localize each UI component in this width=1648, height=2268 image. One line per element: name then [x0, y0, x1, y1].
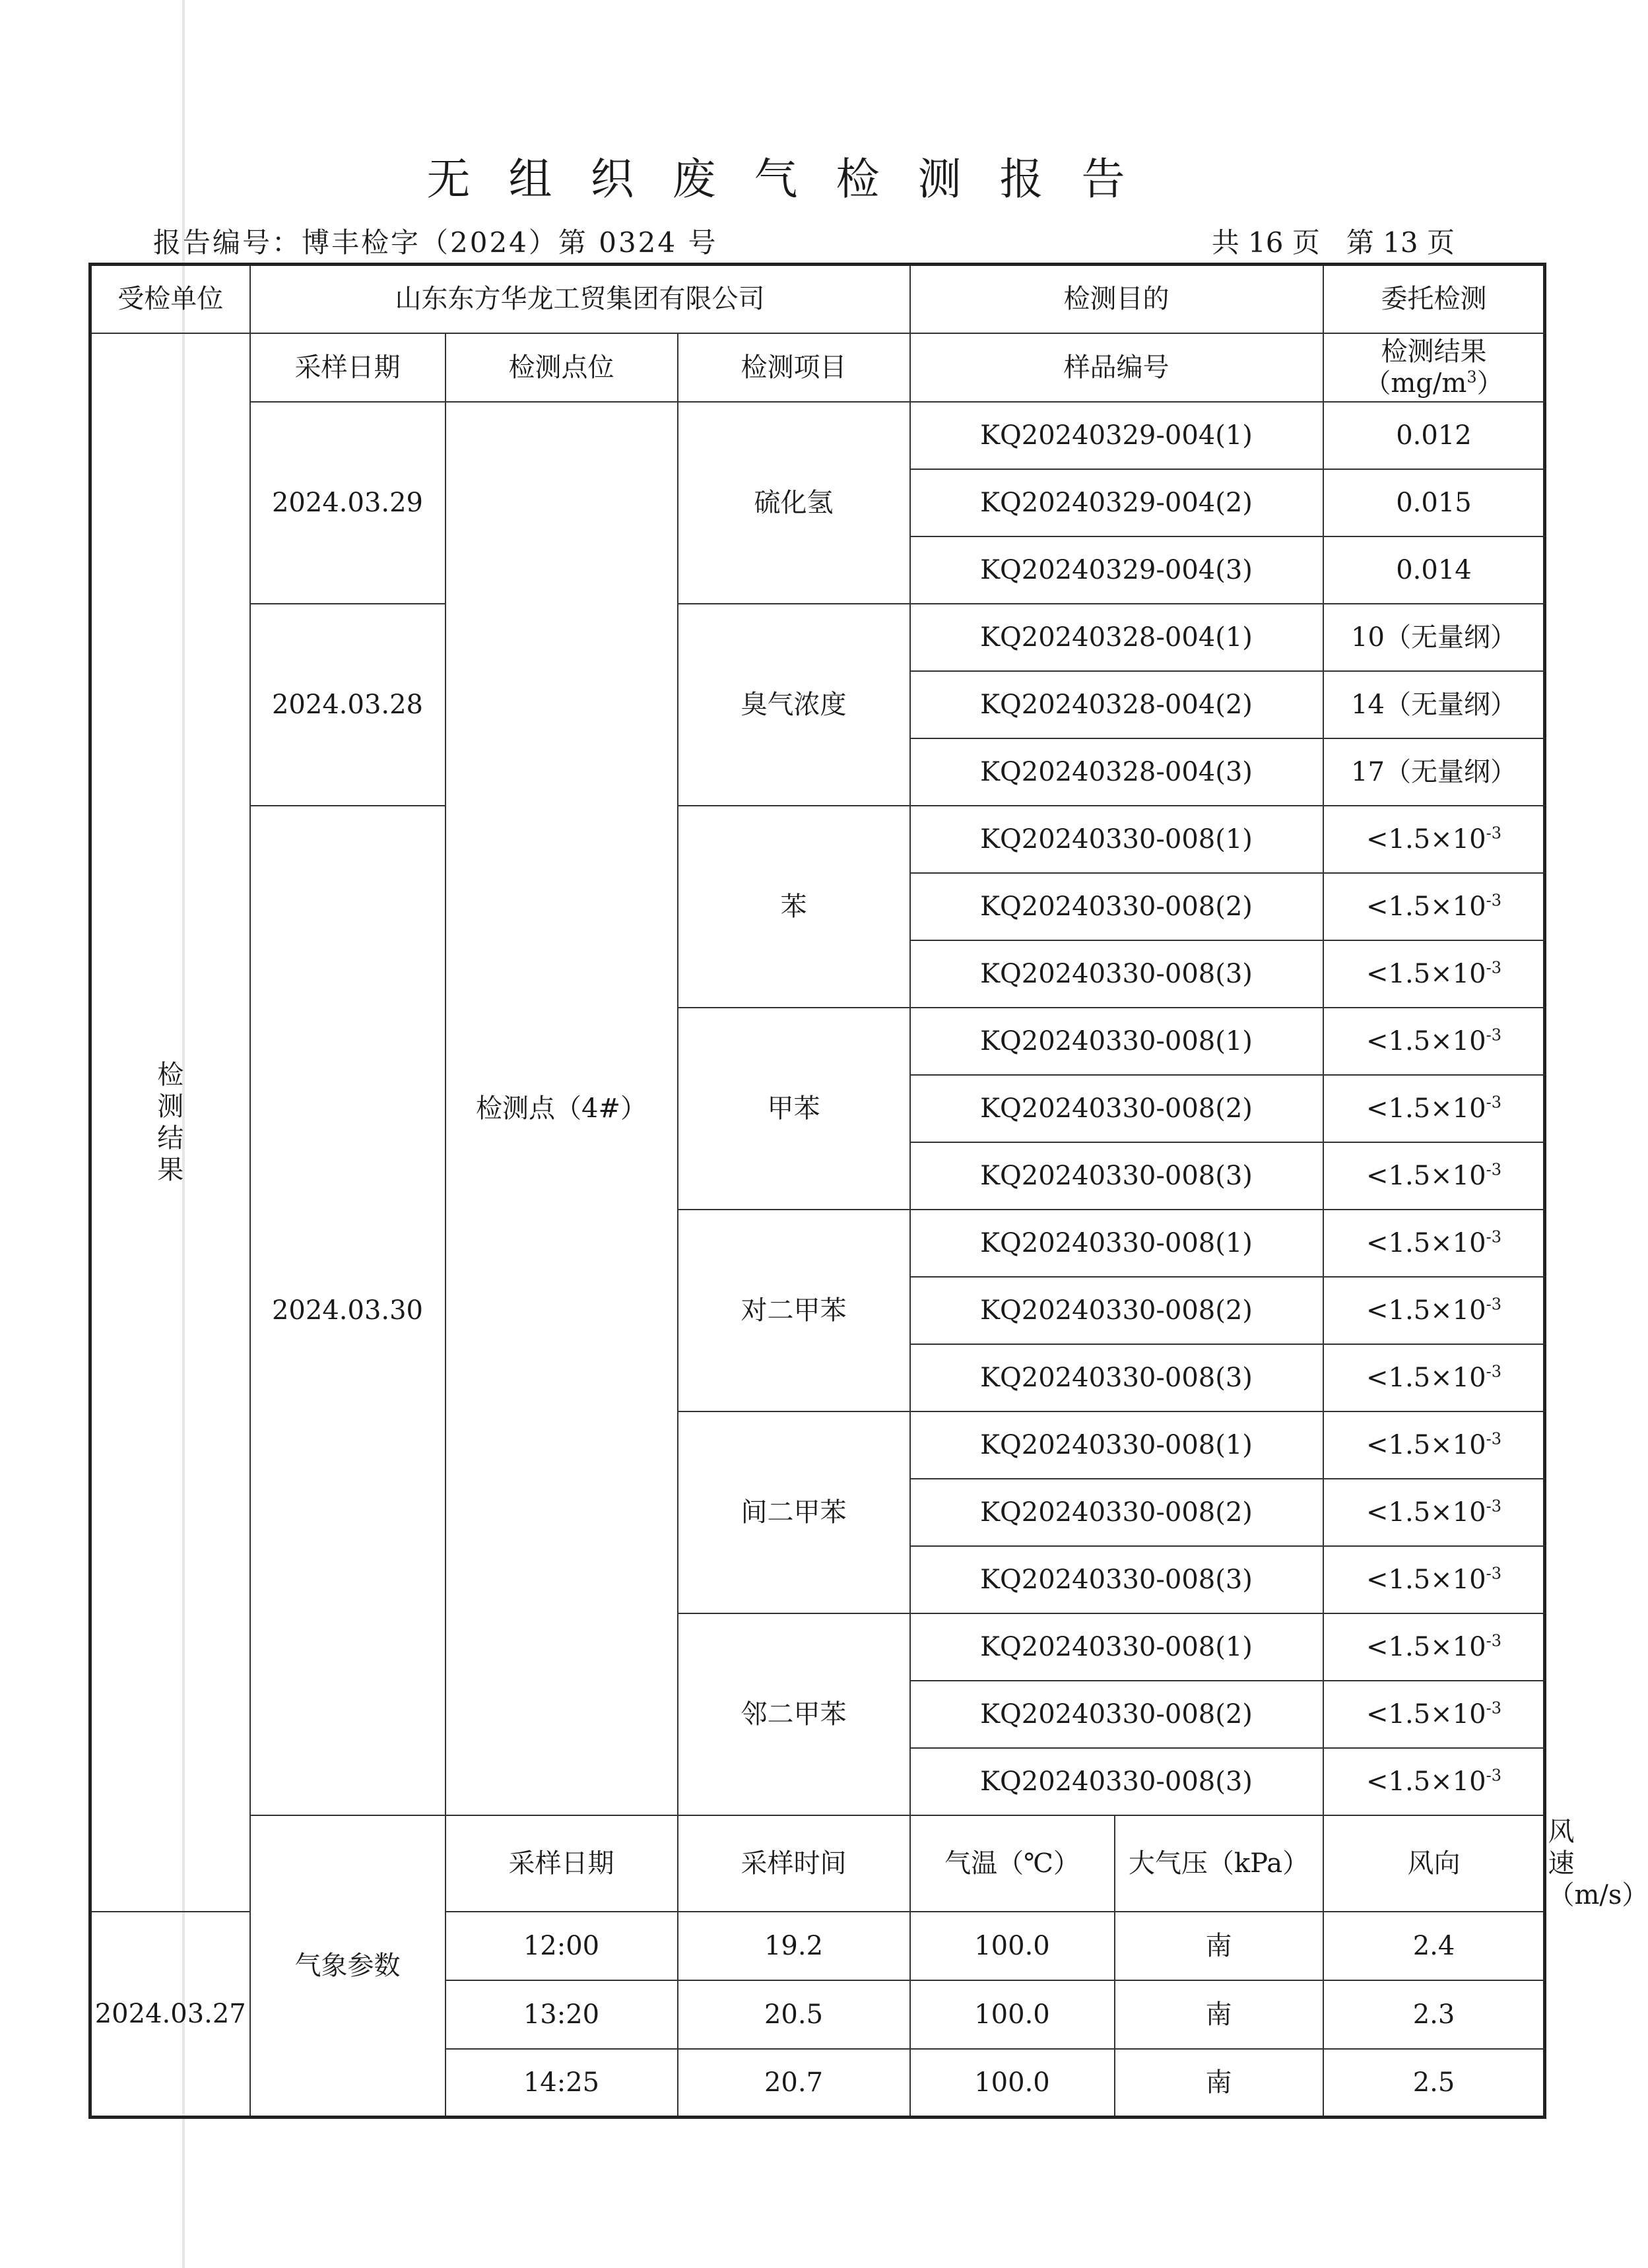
result-cell — [1323, 402, 1545, 469]
sample-id-cell: KQ20240330-008(2) — [910, 1479, 1323, 1546]
result-value: <1.5×10 — [1366, 1362, 1486, 1393]
current-page: 第 13 页 — [1346, 226, 1455, 259]
result-exponent: -3 — [1486, 1227, 1501, 1247]
sample-id-cell: KQ20240330-008(3) — [910, 1142, 1323, 1210]
weather-date-cell: 2024.03.27 — [90, 1912, 250, 2118]
col-header-result — [1323, 333, 1545, 402]
total-pages: 共 16 页 — [1211, 226, 1320, 259]
result-cell — [1323, 806, 1545, 873]
result-value: 14（无量纲） — [1351, 689, 1517, 720]
result-cell — [1323, 1142, 1545, 1210]
result-value: <1.5×10 — [1366, 1699, 1486, 1730]
sample-id-cell: KQ20240329-004(1) — [910, 402, 1323, 469]
result-exponent: -3 — [1486, 1362, 1501, 1381]
weather-col-header: 采样日期 — [445, 1815, 678, 1912]
result-value: <1.5×10 — [1366, 1227, 1486, 1258]
item-cell: 甲苯 — [678, 1008, 910, 1210]
result-value: <1.5×10 — [1366, 1160, 1486, 1191]
col-header-item: 检测项目 — [678, 333, 910, 402]
result-cell — [1323, 671, 1545, 738]
result-exponent: -3 — [1486, 1295, 1501, 1314]
weather-time-cell: 12:00 — [445, 1912, 678, 1980]
result-value: 0.014 — [1396, 554, 1472, 585]
sample-id-cell: KQ20240328-004(1) — [910, 604, 1323, 671]
result-value: 10（无量纲） — [1351, 622, 1517, 653]
weather-temp-cell: 20.7 — [678, 2049, 910, 2118]
item-cell: 臭气浓度 — [678, 604, 910, 806]
section-label-char: 果 — [157, 1154, 184, 1185]
result-value: <1.5×10 — [1366, 1766, 1486, 1797]
result-value: <1.5×10 — [1366, 824, 1486, 855]
sample-id-cell: KQ20240328-004(2) — [910, 671, 1323, 738]
result-exponent: -3 — [1486, 1429, 1501, 1448]
weather-label-cell: 气象参数 — [250, 1815, 445, 2118]
col-header-point: 检测点位 — [445, 333, 678, 402]
client-row — [90, 265, 1545, 333]
weather-direction-cell: 南 — [1115, 1980, 1323, 2049]
result-value: <1.5×10 — [1366, 1631, 1486, 1662]
result-cell — [1323, 1748, 1545, 1815]
weather-direction-cell: 南 — [1115, 2049, 1323, 2118]
result-cell — [1323, 1411, 1545, 1479]
result-row — [90, 402, 1545, 469]
result-value: <1.5×10 — [1366, 891, 1486, 922]
sample-id-cell: KQ20240330-008(1) — [910, 1411, 1323, 1479]
client-value: 山东东方华龙工贸集团有限公司 — [250, 265, 910, 333]
sample-date-cell: 2024.03.30 — [250, 806, 445, 1815]
result-exponent: -3 — [1486, 1160, 1501, 1179]
result-exponent: -3 — [1486, 1025, 1501, 1045]
result-cell — [1323, 1546, 1545, 1613]
result-exponent: -3 — [1486, 1766, 1501, 1785]
sample-id-cell: KQ20240330-008(1) — [910, 1008, 1323, 1075]
result-cell — [1323, 1008, 1545, 1075]
sample-id-cell: KQ20240330-008(1) — [910, 806, 1323, 873]
result-exponent: -3 — [1486, 958, 1501, 977]
weather-direction-cell: 南 — [1115, 1912, 1323, 1980]
report-title: 无组织废气检测报告 — [426, 154, 1164, 205]
sample-id-cell: KQ20240329-004(3) — [910, 536, 1323, 604]
sample-id-cell: KQ20240330-008(3) — [910, 940, 1323, 1008]
result-cell — [1323, 1613, 1545, 1681]
section-label-char: 测 — [157, 1091, 184, 1122]
sample-id-cell: KQ20240330-008(1) — [910, 1613, 1323, 1681]
result-cell — [1323, 1479, 1545, 1546]
result-value: 17（无量纲） — [1351, 756, 1517, 787]
weather-col-header: 采样时间 — [678, 1815, 910, 1912]
col-header-result-sup: 3 — [1467, 368, 1477, 387]
result-value: 0.015 — [1396, 487, 1472, 518]
result-exponent: -3 — [1486, 1093, 1501, 1112]
result-exponent: -3 — [1486, 891, 1501, 910]
col-header-date: 采样日期 — [250, 333, 445, 402]
sample-id-cell: KQ20240330-008(3) — [910, 1546, 1323, 1613]
result-cell — [1323, 738, 1545, 806]
col-header-sample: 样品编号 — [910, 333, 1323, 402]
result-row — [90, 604, 1545, 671]
sample-id-cell: KQ20240330-008(2) — [910, 1075, 1323, 1142]
result-value: <1.5×10 — [1366, 1093, 1486, 1124]
result-value: <1.5×10 — [1366, 1429, 1486, 1460]
section-label-char: 检 — [157, 1059, 184, 1090]
purpose-label: 检测目的 — [910, 265, 1323, 333]
item-cell: 对二甲苯 — [678, 1210, 910, 1411]
result-value: 0.012 — [1396, 420, 1472, 451]
sample-id-cell: KQ20240330-008(2) — [910, 1277, 1323, 1344]
report-number: 报告编号：博丰检字（2024）第 0324 号 — [153, 226, 718, 259]
result-value: <1.5×10 — [1366, 1564, 1486, 1595]
section-label-cell — [90, 333, 250, 1912]
sample-id-cell: KQ20240330-008(2) — [910, 1681, 1323, 1748]
sample-id-cell: KQ20240330-008(3) — [910, 1748, 1323, 1815]
weather-col-header: 风向 — [1323, 1815, 1545, 1912]
weather-speed-cell: 2.4 — [1323, 1912, 1545, 1980]
weather-pressure-cell: 100.0 — [910, 1980, 1115, 2049]
result-cell — [1323, 1075, 1545, 1142]
weather-speed-cell: 2.3 — [1323, 1980, 1545, 2049]
sample-date-cell: 2024.03.28 — [250, 604, 445, 806]
result-value: <1.5×10 — [1366, 1497, 1486, 1528]
result-value: <1.5×10 — [1366, 958, 1486, 989]
sample-date-cell: 2024.03.29 — [250, 402, 445, 604]
sample-id-cell: KQ20240330-008(2) — [910, 873, 1323, 940]
sample-id-cell: KQ20240328-004(3) — [910, 738, 1323, 806]
weather-pressure-cell: 100.0 — [910, 2049, 1115, 2118]
col-header-result-tail: ） — [1476, 368, 1503, 399]
weather-col-header: 大气压（kPa） — [1115, 1815, 1323, 1912]
weather-col-header: 气温（℃） — [910, 1815, 1115, 1912]
sample-id-cell: KQ20240330-008(3) — [910, 1344, 1323, 1411]
result-exponent: -3 — [1486, 1699, 1501, 1718]
result-cell — [1323, 469, 1545, 536]
item-cell: 硫化氢 — [678, 402, 910, 604]
weather-time-cell: 13:20 — [445, 1980, 678, 2049]
item-cell: 间二甲苯 — [678, 1411, 910, 1613]
weather-speed-cell: 2.5 — [1323, 2049, 1545, 2118]
result-cell — [1323, 1210, 1545, 1277]
result-value: <1.5×10 — [1366, 1295, 1486, 1326]
result-row — [90, 806, 1545, 873]
result-exponent: -3 — [1486, 1631, 1501, 1650]
result-cell — [1323, 1277, 1545, 1344]
weather-temp-cell: 20.5 — [678, 1980, 910, 2049]
result-exponent: -3 — [1486, 824, 1501, 843]
weather-temp-cell: 19.2 — [678, 1912, 910, 1980]
result-cell — [1323, 873, 1545, 940]
col-header-result-text: 检测结果（mg/m — [1364, 336, 1487, 399]
point-cell: 检测点（4#） — [445, 402, 678, 1815]
item-cell: 邻二甲苯 — [678, 1613, 910, 1815]
weather-header-row: 气象参数 采样日期 采样时间 气温（℃） 大气压（kPa） 风向 风速（m/s） — [90, 1815, 1545, 1912]
result-cell — [1323, 1344, 1545, 1411]
result-cell — [1323, 940, 1545, 1008]
section-label-char: 结 — [157, 1122, 184, 1153]
result-exponent: -3 — [1486, 1564, 1501, 1583]
result-exponent: -3 — [1486, 1497, 1501, 1516]
result-cell — [1323, 604, 1545, 671]
client-label: 受检单位 — [90, 265, 250, 333]
weather-pressure-cell: 100.0 — [910, 1912, 1115, 1980]
page-info — [1185, 221, 1455, 261]
result-cell — [1323, 1681, 1545, 1748]
sample-id-cell: KQ20240330-008(1) — [910, 1210, 1323, 1277]
sample-id-cell: KQ20240329-004(2) — [910, 469, 1323, 536]
item-cell: 苯 — [678, 806, 910, 1008]
column-header-row — [90, 333, 1545, 402]
weather-time-cell: 14:25 — [445, 2049, 678, 2118]
result-cell — [1323, 536, 1545, 604]
report-table — [88, 263, 1648, 2119]
result-value: <1.5×10 — [1366, 1025, 1486, 1056]
purpose-value: 委托检测 — [1323, 265, 1545, 333]
